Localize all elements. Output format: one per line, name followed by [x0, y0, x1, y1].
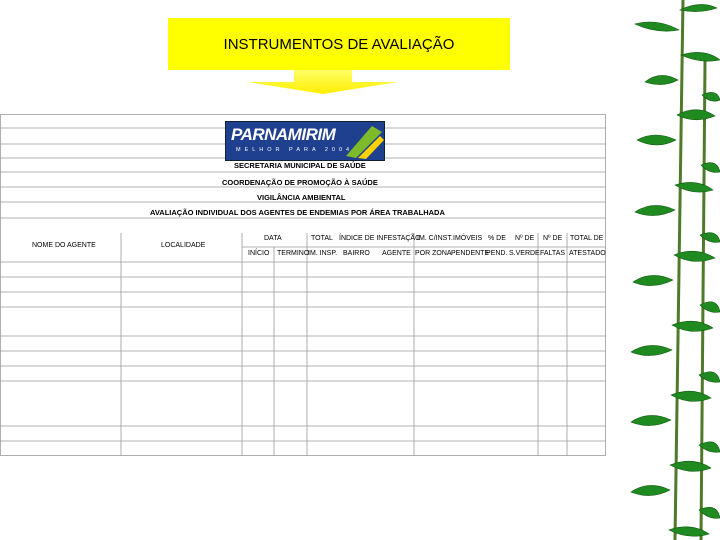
col-inicio: INÍCIO — [248, 250, 270, 257]
col-imoveis-pendente: PENDENTE — [451, 250, 490, 257]
evaluation-sheet — [0, 114, 607, 456]
logo — [225, 121, 385, 161]
col-total: TOTAL — [311, 235, 333, 242]
col-termino: TERMINO — [277, 250, 310, 257]
logo-name: PARNAMIRIM — [231, 125, 336, 144]
header-line-3: VIGILÂNCIA AMBIENTAL — [257, 193, 346, 202]
col-pct-pend: PEND. — [486, 250, 508, 257]
col-indice: ÍNDICE DE INFESTAÇÃO — [339, 235, 421, 242]
col-im-por-zona: POR ZONA — [415, 250, 452, 257]
col-total-im-insp: IM. INSP. — [308, 250, 338, 257]
col-n-de-1: Nº DE — [515, 235, 535, 242]
col-pct: % DE — [488, 235, 506, 242]
logo-tagline: MELHOR PARA 2004 — [236, 147, 354, 153]
header-line-1: SECRETARIA MUNICIPAL DE SAÚDE — [234, 161, 366, 170]
col-im-inst: IM. C/INST. — [417, 235, 453, 242]
page-title: INSTRUMENTOS DE AVALIAÇÃO — [223, 35, 455, 53]
bamboo-decoration-icon — [605, 0, 720, 540]
col-total-de: TOTAL DE — [570, 235, 604, 242]
col-indice-bairro: BAIRRO — [343, 250, 370, 257]
col-imoveis: IMÓVEIS — [453, 235, 483, 242]
col-indice-agente: AGENTE — [382, 250, 411, 257]
col-faltas: FALTAS — [540, 250, 566, 257]
header-line-4: AVALIAÇÃO INDIVIDUAL DOS AGENTES DE ENDEMIAS POR ÁREA TRABALHADA — [150, 208, 445, 217]
col-s-verde: S.VERDE — [509, 250, 540, 257]
col-atestado: ATESTADO — [569, 250, 606, 257]
col-localidade: LOCALIDADE — [161, 242, 206, 249]
col-n-de-2: Nº DE — [543, 235, 563, 242]
col-nome-agente: NOME DO AGENTE — [32, 242, 96, 249]
header-line-2: COORDENAÇÃO DE PROMOÇÃO À SAÚDE — [222, 178, 378, 187]
down-arrow-icon — [248, 70, 398, 94]
title-banner — [168, 18, 510, 70]
col-data: DATA — [264, 235, 282, 242]
